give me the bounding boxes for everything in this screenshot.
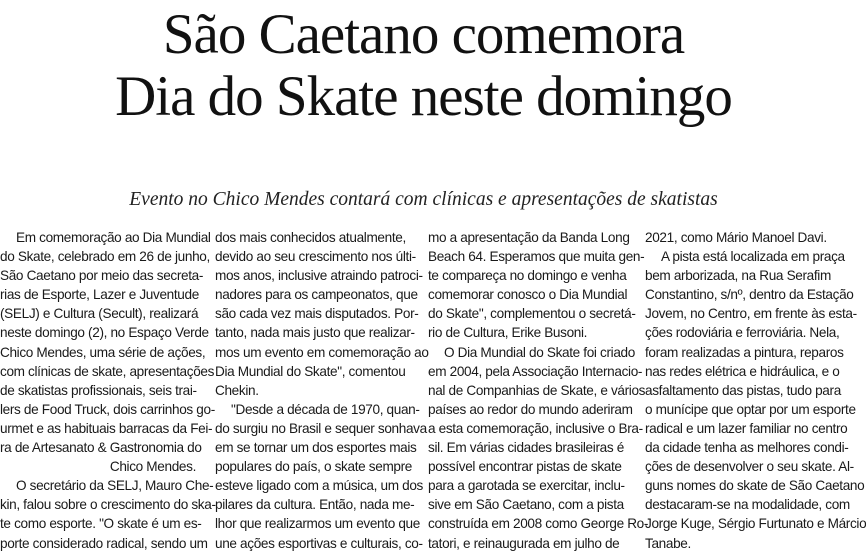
article-line: sive em São Caetano, com a pista xyxy=(428,497,624,513)
article-line: ções de desenvolver o seu skate. Al- xyxy=(645,459,854,475)
article-line: Chico Mendes. xyxy=(109,459,196,475)
article-line: "Desde a década de 1970, quan- xyxy=(231,401,420,417)
subheadline: Evento no Chico Mendes contará com clínicas e apresentações de skatistas xyxy=(129,189,718,210)
article-line: kin, falou sobre o crescimento do ska- xyxy=(0,497,216,513)
article-line: lhor que realizarmos um evento que xyxy=(215,516,420,532)
article-line: guns nomes do skate de São Caetano xyxy=(645,478,865,494)
article-line: bem arborizada, na Rua Serafim xyxy=(645,268,831,284)
article-column-2 xyxy=(215,228,429,551)
article-line: te compareça no domingo e venha xyxy=(428,268,627,284)
article-line: possível encontrar pistas de skate xyxy=(428,459,622,475)
article-line: (SELJ) e Cultura (Secult), realizará xyxy=(0,306,199,322)
article-line: mos um evento em comemoração ao xyxy=(215,344,429,360)
article-line: países ao redor do mundo aderiram xyxy=(428,401,633,417)
article-line: Constantino, s/nº, dentro da Estação xyxy=(645,287,854,303)
article-line: de skatistas profissionais, seis trai- xyxy=(0,382,197,398)
article-line: Dia Mundial do Skate", comentou xyxy=(215,363,406,379)
article-line: porte considerado radical, sendo um xyxy=(0,535,208,551)
article-line: foram realizadas a pintura, reparos xyxy=(645,344,844,360)
article-line: rias de Esporte, Lazer e Juventude xyxy=(0,287,199,303)
article-line: urmet e as habituais barracas da Fei- xyxy=(0,420,213,436)
article-line: Chekin. xyxy=(215,382,259,398)
article-line: A pista está localizada em praça xyxy=(661,249,845,265)
article-line: populares do país, o skate sempre xyxy=(215,459,413,475)
article-line: Beach 64. Esperamos que muita gen- xyxy=(428,249,645,265)
article-line: Jorge Kuge, Sérgio Furtunato e Márcio xyxy=(645,516,866,532)
article-line: destacaram-se na modalidade, com xyxy=(645,497,850,513)
article-line: Tanabe. xyxy=(645,535,691,551)
headline-line-2: Dia do Skate neste domingo xyxy=(115,65,732,128)
article-line: comemorar conosco o Dia Mundial xyxy=(428,287,628,303)
article-line: radical e um lazer familiar no centro xyxy=(645,420,848,436)
article-line: são cada vez mais disputados. Por- xyxy=(215,306,419,322)
article-line: a esta comemoração, inclusive o Bra- xyxy=(428,420,643,436)
article-line: do Skate", complementou o secretá- xyxy=(428,306,636,322)
article-line: pilares da cultura. Então, nada me- xyxy=(215,497,415,513)
article-line: do Skate, celebrado em 26 de junho, xyxy=(0,249,210,265)
article-line: neste domingo (2), no Espaço Verde xyxy=(0,325,209,341)
headline-line-1: São Caetano comemora xyxy=(162,3,685,66)
article-line: Em comemoração ao Dia Mundial xyxy=(16,230,211,245)
article-line: para a garotada se exercitar, inclu- xyxy=(428,478,625,494)
article-line: ções rodoviária e ferroviária. Nela, xyxy=(645,325,840,341)
article-line: mos anos, inclusive atraindo patroci- xyxy=(215,268,423,284)
article-line: sil. Em várias cidades brasileiras é xyxy=(428,440,624,456)
article-line: construída em 2008 como George Ro- xyxy=(428,516,649,532)
article-line: em 2004, pela Associação Internacio- xyxy=(428,363,643,379)
article-line: do surgiu no Brasil e sequer sonhava xyxy=(215,420,427,436)
article-line: tatori, e reinaugurada em julho de xyxy=(428,535,620,551)
article-line: mo a apresentação da Banda Long xyxy=(428,230,630,245)
article-line: rio de Cultura, Erike Busoni. xyxy=(428,325,588,341)
article-line: asfaltamento das pistas, tudo para xyxy=(645,382,841,398)
article-line: da cidade tenha as melhores condi- xyxy=(645,440,849,456)
article-line: te como esporte. "O skate é um es- xyxy=(0,516,202,532)
headline xyxy=(0,4,847,128)
article-line: em se tornar um dos esportes mais xyxy=(215,440,417,456)
article-column-3 xyxy=(428,228,649,551)
article-line: São Caetano por meio das secreta- xyxy=(0,268,204,284)
article-line: dos mais conhecidos atualmente, xyxy=(215,230,406,245)
article-line: Chico Mendes, uma série de ações, xyxy=(0,344,206,360)
article-line: nal de Companhias de Skate, e vários xyxy=(428,382,646,398)
article-line: O Dia Mundial do Skate foi criado xyxy=(444,344,635,360)
article-line: 2021, como Mário Manoel Davi. xyxy=(645,230,827,245)
article-line: O secretário da SELJ, Mauro Che- xyxy=(16,478,214,494)
article-line: une ações esportivas e culturais, co- xyxy=(215,535,423,551)
article-line: lers de Food Truck, dois carrinhos go- xyxy=(0,401,215,417)
article-column-1 xyxy=(0,228,216,551)
article-line: devido ao seu crescimento nos últi- xyxy=(215,249,416,265)
article-line: o munícipe que optar por um esporte xyxy=(645,401,856,417)
article-line: Jovem, no Centro, em frente às esta- xyxy=(645,306,857,322)
article-column-4 xyxy=(645,228,866,551)
article-line: nadores para os campeonatos, que xyxy=(215,287,418,303)
article-line: esteve ligado com a música, um dos xyxy=(215,478,423,494)
article-line: nas redes elétrica e hidráulica, e o xyxy=(645,363,840,379)
article-line: ra de Artesanato & Gastronomia do xyxy=(0,440,202,456)
article-line: com clínicas de skate, apresentações xyxy=(0,363,215,379)
article-line: tanto, nada mais justo que realizar- xyxy=(215,325,415,341)
